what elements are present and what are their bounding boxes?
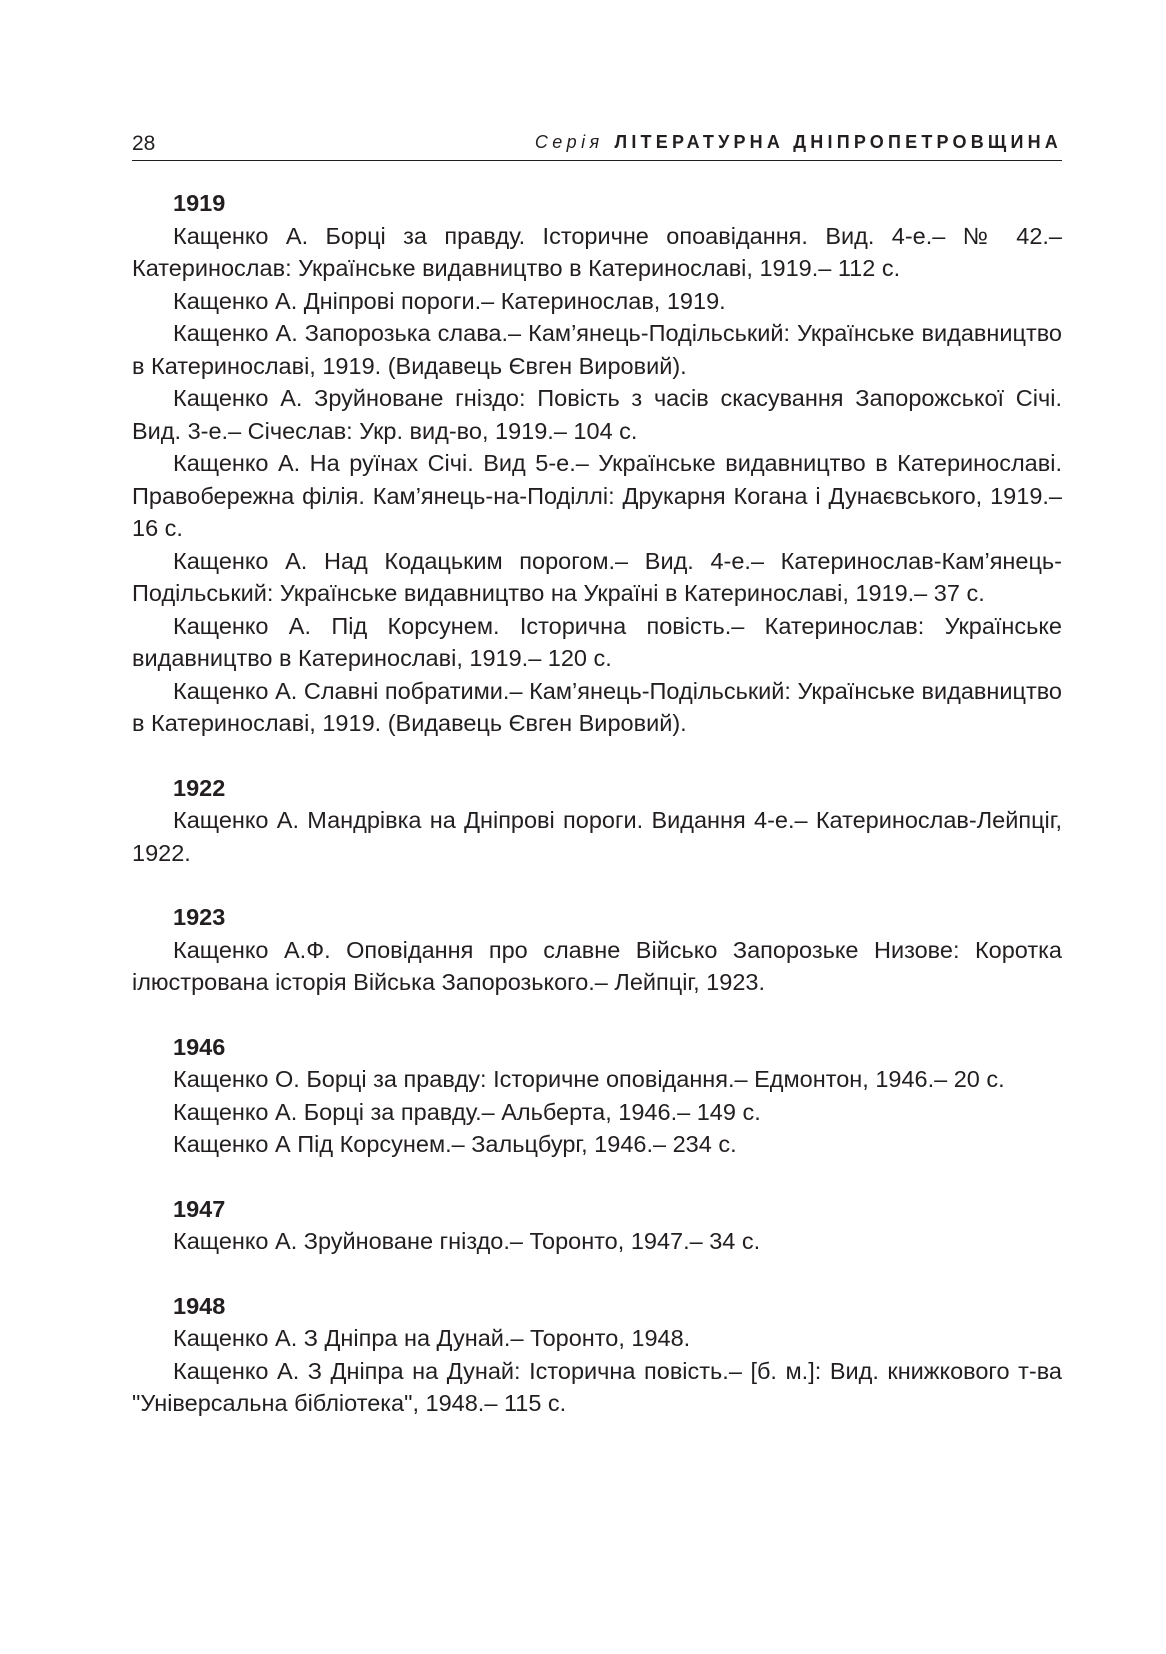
year-section-1948 [132, 1290, 1062, 1420]
bibliography-entry: Кащенко А. Борці за правду. Історичне опоавідання. Вид. 4-е.– № 42.– Катеринослав: Українське видавництво в Катеринославі, 1919.– 112 с. [132, 222, 1062, 281]
bibliography-entry: Кащенко А. Мандрівка на Дніпрові пороги. Видання 4-е.– Катеринослав-Лейпціг, 1922. [132, 807, 1062, 866]
bibliography-entry: Кащенко А. З Дніпра на Дунай.– Торонто, 1948. [173, 1325, 691, 1351]
year-section-1946 [132, 1031, 1062, 1161]
bibliography-entry: Кащенко А. З Дніпра на Дунай: Історична повість.– [б. м.]: Вид. книжкового т-ва "Універсальна бібліотека", 1948.– 115 с. [132, 1357, 1062, 1416]
bibliography-entry: Кащенко О. Борці за правду: Історичне оповідання.– Едмонтон, 1946.– 20 с. [173, 1066, 1005, 1092]
bibliography-body [132, 187, 1062, 1452]
year-section-1919 [132, 187, 1062, 740]
series-title: ЛІТЕРАТУРНА ДНІПРОПЕТРОВЩИНА [614, 132, 1062, 152]
bibliography-entry: Кащенко А. На руїнах Січі. Вид 5-е.– Українське видавництво в Катеринославі. Правобережна філія. Кам’янець-на-Поділлі: Друкарня Когана і Дунаєвського, 1919.– 16 с. [132, 450, 1062, 541]
series-label: Серія [534, 132, 604, 152]
year-heading: 1919 [173, 190, 226, 216]
running-header [132, 126, 1062, 161]
year-heading: 1922 [173, 774, 226, 801]
year-section-1947 [132, 1193, 1062, 1258]
bibliography-entry: Кащенко А. Дніпрові пороги.– Катеринослав, 1919. [173, 287, 726, 314]
bibliography-entry: Кащенко А. Під Корсунем. Історична повість.– Катеринослав: Українське видавництво в Катеринославі, 1919.– 120 с. [132, 612, 1062, 671]
bibliography-entry: Кащенко А. Славні побратими.– Кам’янець-Подільський: Українське видавництво в Катеринославі, 1919. (Видавець Євген Вировий). [132, 677, 1062, 736]
year-heading: 1923 [173, 904, 226, 930]
bibliography-entry: Кащенко А. Над Кодацьким порогом.– Вид. 4-е.– Катеринослав-Кам’янець-Подільський: Українське видавництво на Україні в Катеринославі, 1919.– 37 с. [132, 547, 1062, 606]
bibliography-entry: Кащенко А. Зруйноване гніздо: Повість з часів скасування Запорожської Січі. Вид. 3-е.– Січеслав: Укр. вид-во, 1919.– 104 с. [132, 385, 1062, 444]
page-number: 28 [132, 132, 156, 155]
bibliography-entry: Кащенко А.Ф. Оповідання про славне Військо Запорозьке Низове: Коротка ілюстрована історія Війська Запорозького.– Лейпціг, 1923. [132, 936, 1062, 995]
bibliography-entry: Кащенко А Під Корсунем.– Зальцбург, 1946.– 234 с. [173, 1131, 737, 1157]
year-heading: 1948 [173, 1292, 226, 1319]
year-section-1922 [132, 772, 1062, 870]
bibliography-entry: Кащенко А. Борці за правду.– Альберта, 1946.– 149 с. [173, 1098, 761, 1125]
year-heading: 1947 [173, 1195, 226, 1222]
series-title-block [535, 130, 1062, 154]
bibliography-entry: Кащенко А. Зруйноване гніздо.– Торонто, 1947.– 34 с. [173, 1228, 761, 1254]
year-section-1923 [132, 901, 1062, 999]
bibliography-entry: Кащенко А. Запорозька слава.– Кам’янець-Подільський: Українське видавництво в Катеринославі, 1919. (Видавець Євген Вировий). [132, 320, 1062, 379]
year-heading: 1946 [173, 1033, 226, 1060]
